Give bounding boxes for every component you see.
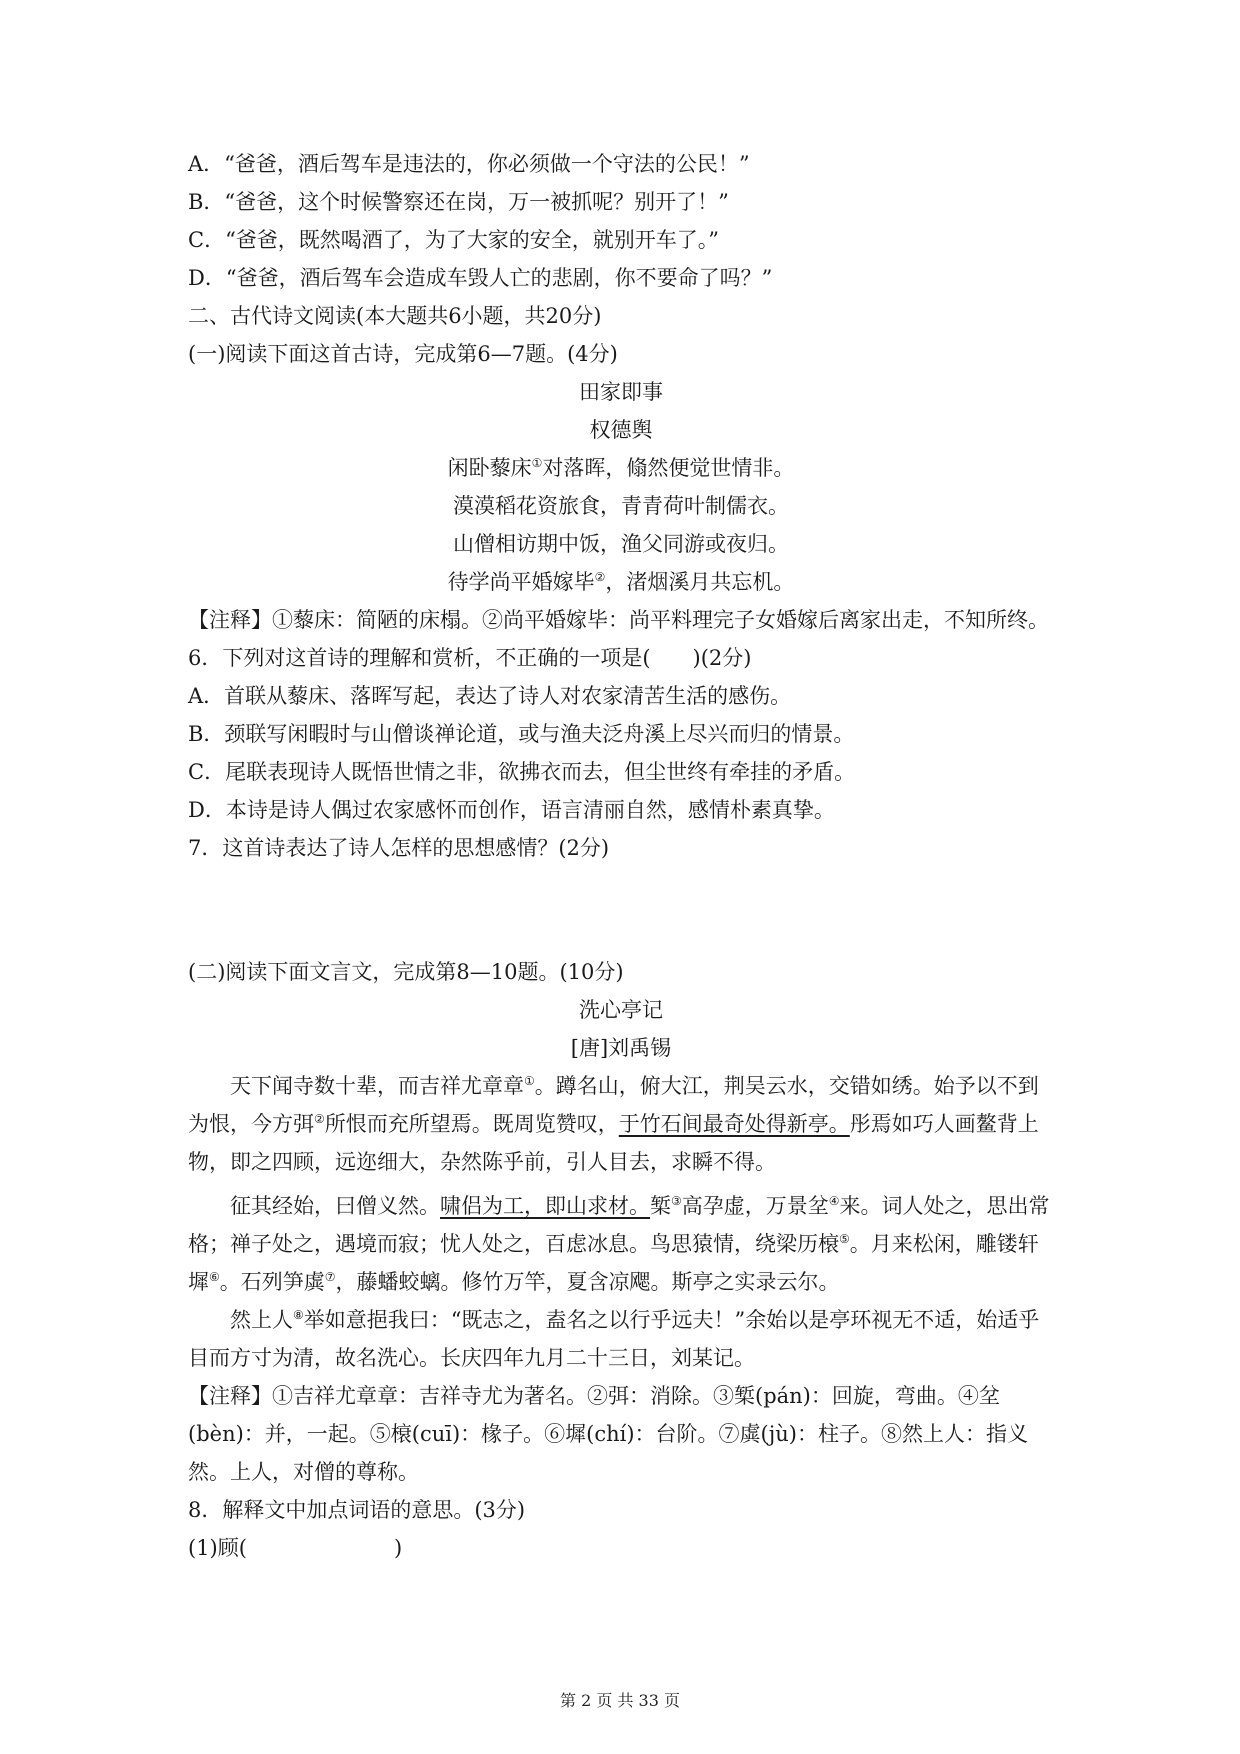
section2-title: 二、古代诗文阅读(本大题共6小题，共20分) bbox=[188, 304, 602, 328]
essay-title: 洗心亭记 bbox=[579, 998, 663, 1022]
footnote-mark: ⑦ bbox=[324, 1270, 336, 1284]
underlined-sentence: 啸侣为工，即山求材。 bbox=[440, 1194, 650, 1218]
part2-title: (二)阅读下面文言文，完成第8—10题。(10分) bbox=[188, 960, 624, 984]
footnote-mark: ① bbox=[531, 456, 543, 470]
q5-option-c: C．“爸爸，既然喝酒了，为了大家的安全，就别开车了。” bbox=[188, 228, 720, 252]
underlined-sentence: 于竹石间最奇处得新亭。 bbox=[618, 1112, 850, 1136]
footnote-mark: ④ bbox=[828, 1194, 840, 1208]
q5-option-d: D．“爸爸，酒后驾车会造成车毁人亡的悲剧，你不要命了吗？” bbox=[188, 266, 773, 290]
q6-stem: 6．下列对这首诗的理解和赏析，不正确的一项是( )(2分) bbox=[188, 646, 752, 670]
footnote-mark: ① bbox=[524, 1074, 535, 1088]
footnote-mark: ⑥ bbox=[209, 1270, 220, 1284]
page-number-footer: 第 2 页 共 33 页 bbox=[560, 1691, 680, 1710]
essay-author: [唐]刘禹锡 bbox=[570, 1036, 672, 1060]
q8-item-1: (1)顾( ) bbox=[188, 1536, 403, 1560]
q5-option-b: B．“爸爸，这个时候警察还在岗，万一被抓呢？别开了！” bbox=[188, 190, 729, 214]
page-content bbox=[188, 145, 1054, 1567]
q6-option-d: D．本诗是诗人偶过农家感怀而创作，语言清丽自然，感情朴素真挚。 bbox=[188, 798, 835, 822]
essay-note: 【注释】①吉祥尤章章：吉祥寺尤为著名。②弭：消除。③椠(pán)：回旋，弯曲。④坌(bèn)：并，一起。⑤榱(cuī)：椽子。⑥墀(chí)：台阶。⑦虡(jù)：柱子。⑧然上人：指义然。上人，对僧的尊称。 bbox=[188, 1384, 1028, 1484]
footnote-mark: ⑤ bbox=[839, 1232, 850, 1246]
q7-stem: 7．这首诗表达了诗人怎样的思想感情？(2分) bbox=[188, 836, 610, 860]
footnote-mark: ② bbox=[594, 570, 606, 584]
footnote-mark: ③ bbox=[671, 1194, 682, 1208]
essay-paragraph-1: 天下闻寺数十辈，而吉祥尤章章①。蹲名山，俯大江，荆吴云水，交错如绣。始予以不到为恨，今方弭②所恨而充所望焉。既周览赞叹，于竹石间最奇处得新亭。彤焉如巧人画鳌背上物，即之四顾，远迩细大，杂然陈乎前，引人目去，求瞬不得。 bbox=[188, 1074, 1039, 1174]
poem-line-2: 漠漠稻花资旅食，青青荷叶制儒衣。 bbox=[453, 494, 789, 518]
poem-title: 田家即事 bbox=[579, 380, 663, 404]
essay-paragraph-2: 征其经始，曰僧义然。啸侣为工，即山求材。椠③高孕虚，万景坌④来。词人处之，思出常格；禅子处之，遇境而寂；忧人处之，百虑冰息。鸟思猿情，绕梁历榱⑤。月来松闲，雕镂轩墀⑥。石列笋虡⑦，藤蟠蛟螭。修竹万竿，夏含凉飔。斯亭之实录云尔。 bbox=[188, 1194, 1050, 1294]
answer-space bbox=[188, 867, 1054, 953]
poem-line-1: 闲卧藜床①对落晖，翛然便觉世情非。 bbox=[447, 456, 795, 480]
poem-note: 【注释】①藜床：简陋的床榻。②尚平婚嫁毕：尚平料理完子女婚嫁后离家出走，不知所终。 bbox=[188, 608, 1049, 632]
q5-option-a: A．“爸爸，酒后驾车是违法的，你必须做一个守法的公民！” bbox=[188, 152, 750, 176]
poem-line-3: 山僧相访期中饭，渔父同游或夜归。 bbox=[453, 532, 789, 556]
q6-option-c: C．尾联表现诗人既悟世情之非，欲拂衣而去，但尘世终有牵挂的矛盾。 bbox=[188, 760, 856, 784]
q6-option-a: A．首联从藜床、落晖写起，表达了诗人对农家清苦生活的感伤。 bbox=[188, 684, 792, 708]
footnote-mark: ⑧ bbox=[293, 1308, 304, 1322]
poem-author: 权德舆 bbox=[589, 418, 653, 442]
part1-title: (一)阅读下面这首古诗，完成第6—7题。(4分) bbox=[188, 342, 618, 366]
q6-option-b: B．颈联写闲暇时与山僧谈禅论道，或与渔夫泛舟溪上尽兴而归的情景。 bbox=[188, 722, 855, 746]
essay-paragraph-3: 然上人⑧举如意挹我曰：“既志之，盍名之以行乎远夫！”余始以是亭环视无不适，始适乎目而方寸为清，故名洗心。长庆四年九月二十三日，刘某记。 bbox=[188, 1308, 1040, 1370]
q8-stem: 8．解释文中加点词语的意思。(3分) bbox=[188, 1498, 526, 1522]
footnote-mark: ② bbox=[314, 1112, 325, 1126]
poem-line-4: 待学尚平婚嫁毕②，渚烟溪月共忘机。 bbox=[447, 570, 795, 594]
